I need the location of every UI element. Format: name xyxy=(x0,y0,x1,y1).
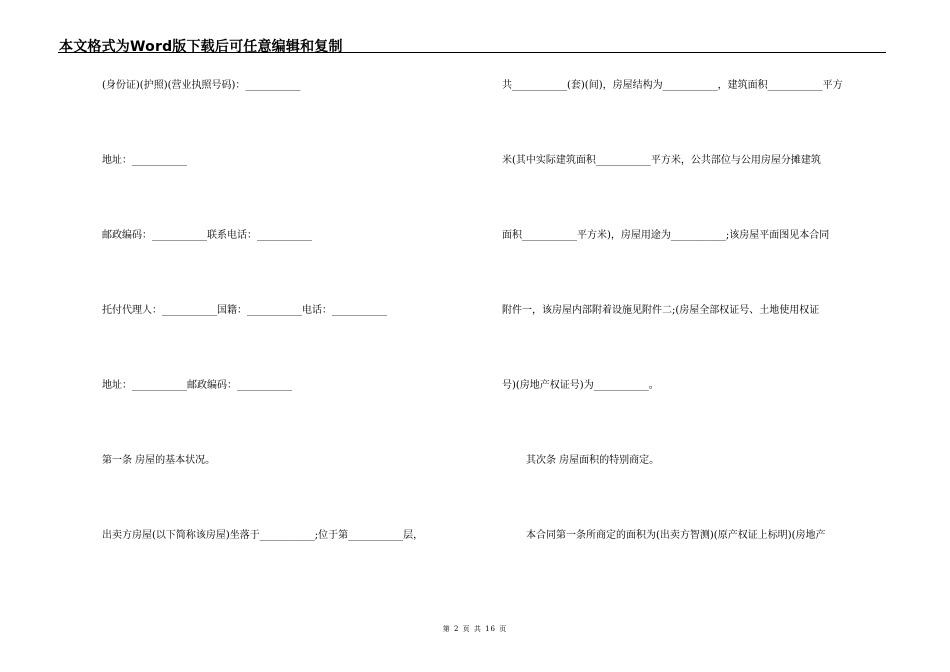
right-line-attachments: 附件一，该房屋内部附着设施见附件二;(房屋全部权证号、土地使用权证 xyxy=(502,305,820,316)
document-header-title: 本文格式为Word版下载后可任意编辑和复制 xyxy=(59,39,343,55)
right-line-actual-area: 米(其中实际建筑面积___________平方米，公共部位与公用房屋分摊建筑 xyxy=(502,155,821,166)
right-line-article-two-heading: 其次条 房屋面积的特别商定。 xyxy=(526,455,660,466)
left-line-agent: 托付代理人：___________国籍：___________电话：___________ xyxy=(102,305,387,316)
right-line-structure-area: 共___________(套)(间)，房屋结构为___________，建筑面积___________平方 xyxy=(502,80,843,91)
header-divider xyxy=(58,52,886,53)
left-line-id-number: (身份证)(护照)(营业执照号码)：___________ xyxy=(102,80,301,91)
right-line-usage: 面积___________平方米)，房屋用途为___________;该房屋平面图见本合同 xyxy=(502,230,830,241)
left-line-postal-phone: 邮政编码：___________联系电话：___________ xyxy=(102,230,312,241)
left-line-address: 地址：___________ xyxy=(102,155,187,166)
right-line-area-agreement: 本合同第一条所商定的面积为(出卖方智测)(原产权证上标明)(房地产 xyxy=(526,530,826,541)
left-line-property-location: 出卖方房屋(以下简称该房屋)坐落于___________;位于第___________层， xyxy=(102,530,424,541)
page-number-footer: 第 2 页 共 16 页 xyxy=(442,625,508,633)
left-line-agent-address: 地址：___________邮政编码：___________ xyxy=(102,380,292,391)
right-line-certificate-number: 号)(房地产权证号)为___________。 xyxy=(502,380,659,391)
left-line-article-one-heading: 第一条 房屋的基本状况。 xyxy=(102,455,216,466)
